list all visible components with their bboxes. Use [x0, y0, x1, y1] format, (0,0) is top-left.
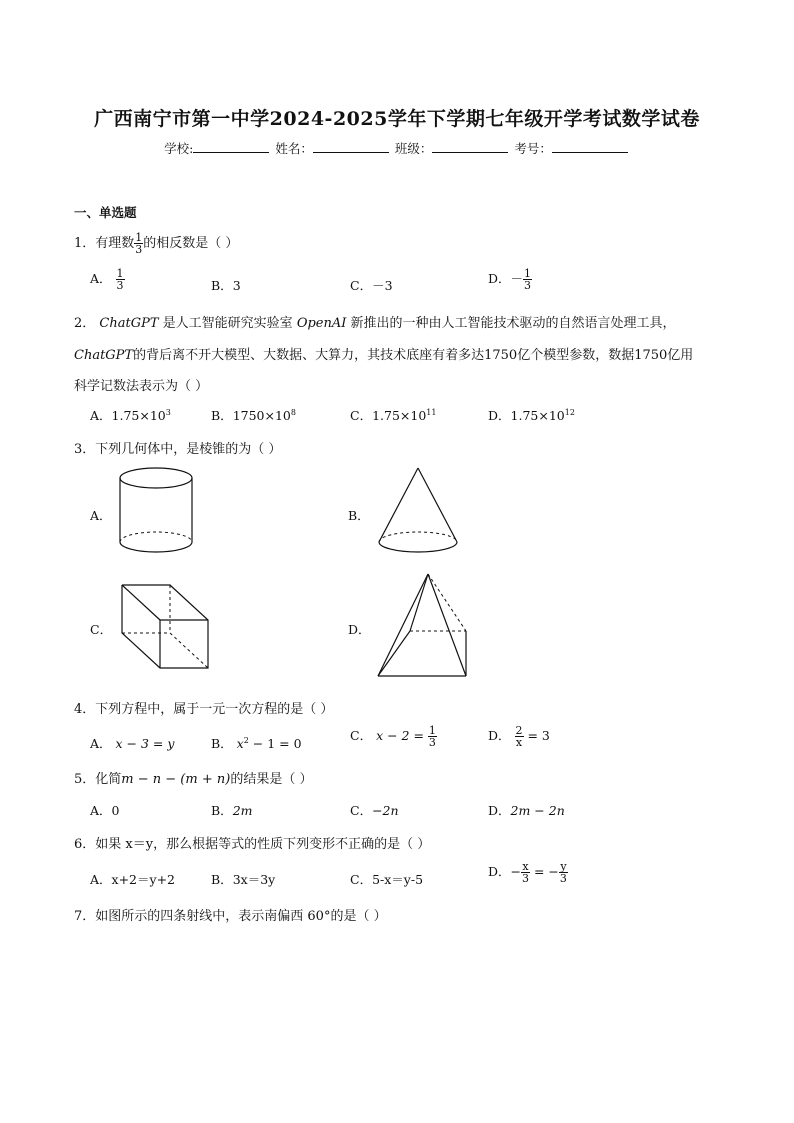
option-b-label[interactable]: B．	[348, 508, 370, 523]
school-label: 学校:	[164, 141, 194, 156]
option-a[interactable]: A． $\frac{1}{3}$	[90, 267, 124, 292]
question-number: 5．	[74, 772, 96, 787]
exam-number-label: 考号：	[514, 141, 552, 156]
option-b[interactable]: B．$1750\times 10^8$	[211, 407, 296, 423]
question-1	[74, 232, 238, 255]
class-label: 班级：	[394, 141, 433, 156]
cone-figure[interactable]	[376, 466, 460, 556]
question-number: 1．	[74, 236, 96, 251]
option-a-label[interactable]: A．	[90, 508, 112, 523]
option-c[interactable]: C．5-x＝y-5	[350, 872, 424, 887]
question-text: 的相反数是（ ）	[143, 236, 239, 251]
school-blank	[193, 140, 269, 153]
fraction: $\frac{x}{3}$	[522, 860, 530, 885]
question-6: 6．如果 x＝y，那么根据等式的性质下列变形不正确的是（ ）	[74, 837, 431, 852]
option-a[interactable]: A．x+2＝y+2	[90, 872, 175, 887]
name-label: 姓名：	[275, 141, 313, 156]
question-5: 5．化简m − n − (m + n)的结果是（ ）	[74, 772, 313, 787]
section-title: 一、单选题	[74, 205, 137, 220]
option-c[interactable]: C．－3	[350, 278, 393, 293]
question-text: 有理数	[95, 236, 135, 251]
question-4: 4．下列方程中，属于一元一次方程的是（ ）	[74, 702, 334, 717]
question-2: 2． ChatGPT 是人工智能研究实验室 OpenAI 新推出的一种由人工智能技术驱动的自然语言处理工具，	[74, 316, 676, 331]
option-c[interactable]: C． x − 2 = $\frac{1}{3}$	[350, 724, 436, 749]
option-a[interactable]: A．0	[90, 803, 120, 818]
question-7: 7．如图所示的四条射线中，表示南偏西 60°的是（ ）	[74, 909, 387, 924]
option-b[interactable]: B． $x^2 - 1 = 0$	[211, 735, 302, 751]
option-a[interactable]: A． x − 3 = y	[90, 736, 175, 751]
student-info-line	[0, 139, 794, 157]
option-d[interactable]: D．2m − 2n	[488, 803, 565, 818]
page-title: 广西南宁市第一中学2024-2025学年下学期七年级开学考试数学试卷	[94, 108, 700, 130]
name-blank	[313, 140, 389, 153]
option-c-label[interactable]: C．	[90, 622, 113, 637]
option-d[interactable]: D．$1.75\times 10^{12}$	[488, 407, 575, 423]
question-number: 2．	[74, 316, 96, 331]
option-d-label[interactable]: D．	[348, 622, 371, 637]
exam-number-blank	[552, 140, 628, 153]
option-c[interactable]: C．$1.75\times 10^{11}$	[350, 407, 437, 423]
question-number: 6．	[74, 837, 96, 852]
fraction: $\frac{1}{3}$	[524, 267, 532, 292]
question-2-line-3: 科学记数法表示为（ ）	[74, 379, 209, 394]
option-d[interactable]: D．－ $\frac{1}{3}$	[488, 267, 532, 292]
question-number: 3．	[74, 442, 96, 457]
option-d[interactable]: D． $\frac{2}{x}$ = 3	[488, 724, 550, 749]
class-blank	[432, 140, 508, 153]
fraction: $\frac{y}{3}$	[559, 860, 567, 885]
cylinder-figure[interactable]	[118, 466, 194, 556]
option-d[interactable]: D．− $\frac{x}{3}$ = − $\frac{y}{3}$	[488, 860, 567, 885]
question-3: 3．下列几何体中，是棱锥的为（ ）	[74, 442, 282, 457]
option-b[interactable]: B．3	[211, 278, 241, 293]
question-number: 7．	[74, 909, 96, 924]
fraction: $\frac{1}{3}$	[135, 231, 143, 256]
cuboid-figure[interactable]	[120, 582, 212, 672]
option-c[interactable]: C．−2n	[350, 803, 399, 818]
fraction: $\frac{1}{3}$	[116, 267, 124, 292]
question-2-line-2: ChatGPT的背后离不开大模型、大数据、大算力，其技术底座有着多达1750亿个模型参数，数据1750亿用	[74, 348, 694, 363]
option-b[interactable]: B．2m	[211, 803, 253, 818]
pyramid-figure[interactable]	[376, 572, 472, 680]
fraction: $\frac{1}{3}$	[428, 724, 436, 749]
fraction: $\frac{2}{x}$	[515, 724, 523, 749]
option-b[interactable]: B．3x＝3y	[211, 872, 276, 887]
question-number: 4．	[74, 702, 96, 717]
option-a[interactable]: A．$1.75\times 10^3$	[90, 407, 171, 423]
